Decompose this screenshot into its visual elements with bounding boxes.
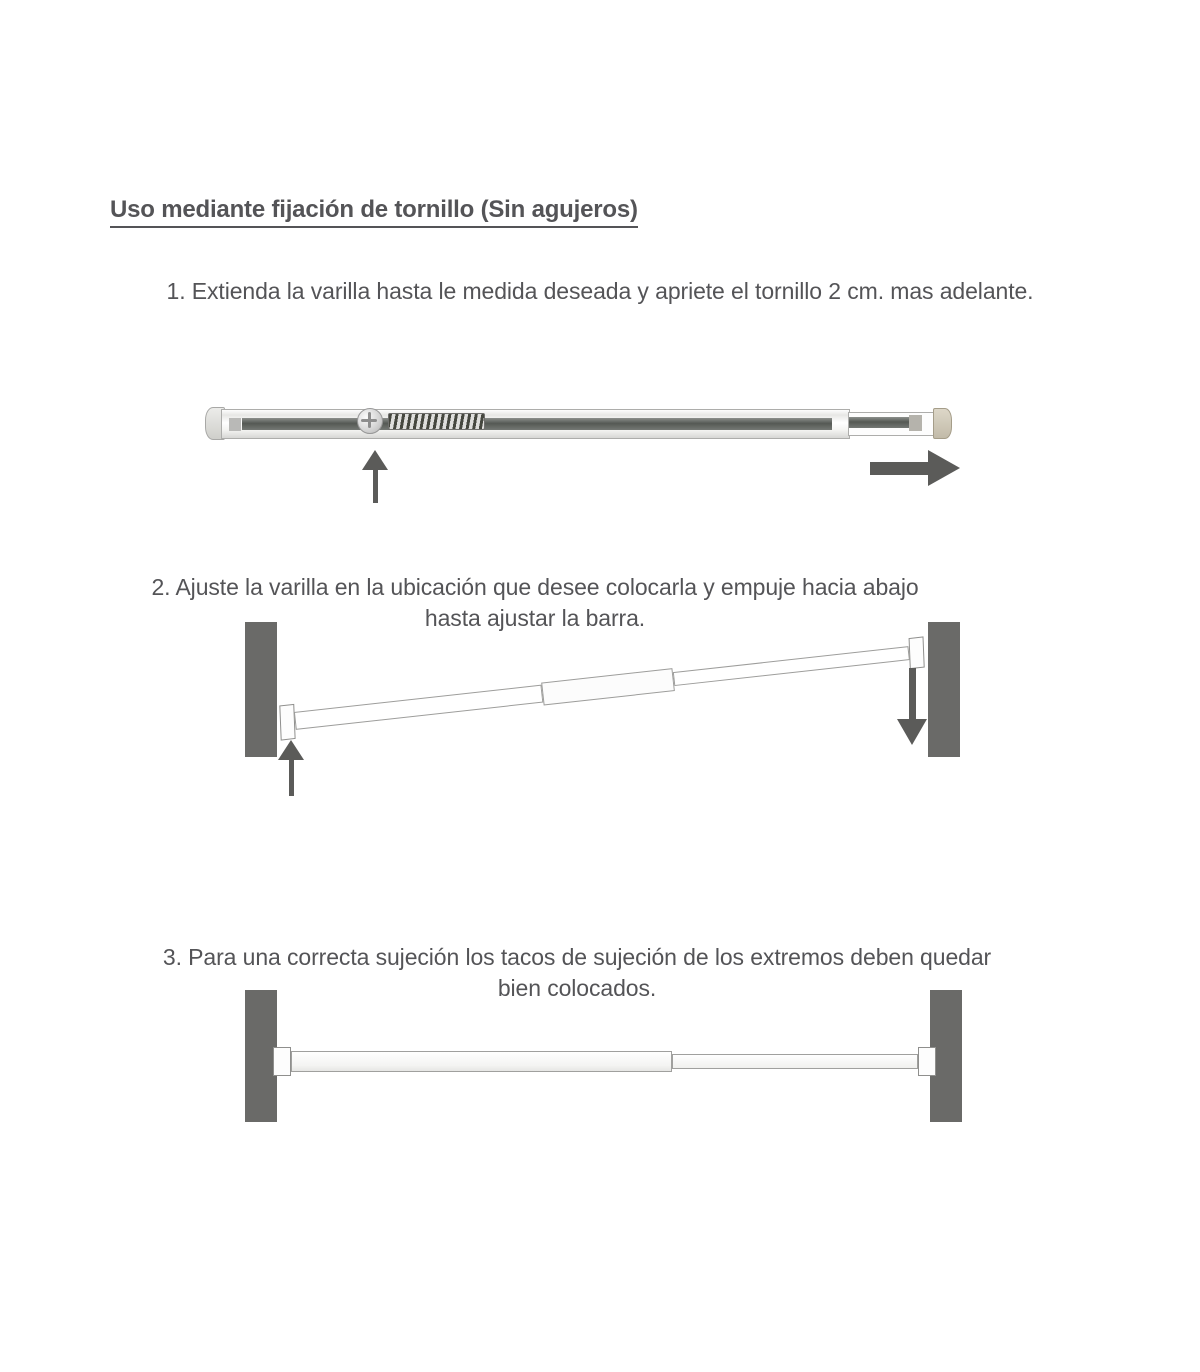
- rod-inner-shaft: [242, 418, 832, 430]
- rod-right-end-cap: [933, 408, 952, 439]
- level-rod: [273, 1047, 936, 1075]
- up-arrow-head: [362, 450, 388, 470]
- figure-step-3-level-rod: [245, 990, 962, 1125]
- step-2-line-1: 2. Ajuste la varilla en la ubicación que desee colocarla y empuje hacia abajo: [151, 574, 919, 600]
- rod-middle-sleeve: [541, 668, 675, 705]
- page-title: Uso mediante fijación de tornillo (Sin agujeros): [110, 196, 638, 228]
- rod-inner-tube: [672, 1054, 918, 1069]
- rod-left-tube: [294, 685, 543, 730]
- step-3-line-1: 3. Para una correcta sujeción los tacos de sujeción de los extremos deben quedar: [162, 944, 992, 970]
- tilted-rod: [278, 633, 926, 742]
- rod-right-end-cap: [909, 636, 925, 669]
- up-arrow-shaft: [289, 760, 294, 796]
- step-1-line-1: 1. Extienda la varilla hasta le medida deseada y apriete el tornillo 2 cm. mas adelante.: [166, 278, 1034, 304]
- step-2-line-2: hasta ajustar la barra.: [424, 605, 646, 631]
- rod-outer-tube: [291, 1051, 672, 1072]
- up-arrow-shaft: [373, 470, 378, 503]
- figure-step-1-rod: [205, 404, 965, 514]
- rod-inner-end-block: [229, 418, 241, 431]
- left-wall: [245, 622, 277, 757]
- right-arrow-shaft: [870, 462, 930, 475]
- rod-outer-tube: [221, 409, 850, 439]
- right-wall: [928, 622, 960, 757]
- up-arrow-icon: [278, 740, 304, 796]
- screw-cross-vertical: [368, 412, 371, 428]
- rod-right-end-cap: [918, 1047, 936, 1076]
- screw-icon: [357, 408, 383, 434]
- rod-left-end-cap: [279, 703, 295, 740]
- rod-bushing-block: [909, 415, 922, 431]
- up-arrow-head: [278, 740, 304, 760]
- rod-left-end-cap: [273, 1047, 291, 1076]
- step-1-text: [0, 276, 1200, 307]
- down-arrow-head: [897, 719, 927, 745]
- figure-step-2-tilted-rod: [245, 622, 960, 807]
- down-arrow-shaft: [909, 668, 916, 719]
- up-arrow-icon: [362, 450, 388, 503]
- right-arrow-icon: [870, 450, 962, 486]
- spring-coil: [388, 413, 485, 430]
- step-3-line-2: bien colocados.: [497, 975, 657, 1001]
- down-arrow-icon: [897, 668, 927, 745]
- right-arrow-head: [928, 450, 960, 486]
- rod-inner-shaft-right: [849, 417, 909, 428]
- rod-right-tube: [673, 646, 910, 686]
- rod-inner-tube: [848, 412, 936, 436]
